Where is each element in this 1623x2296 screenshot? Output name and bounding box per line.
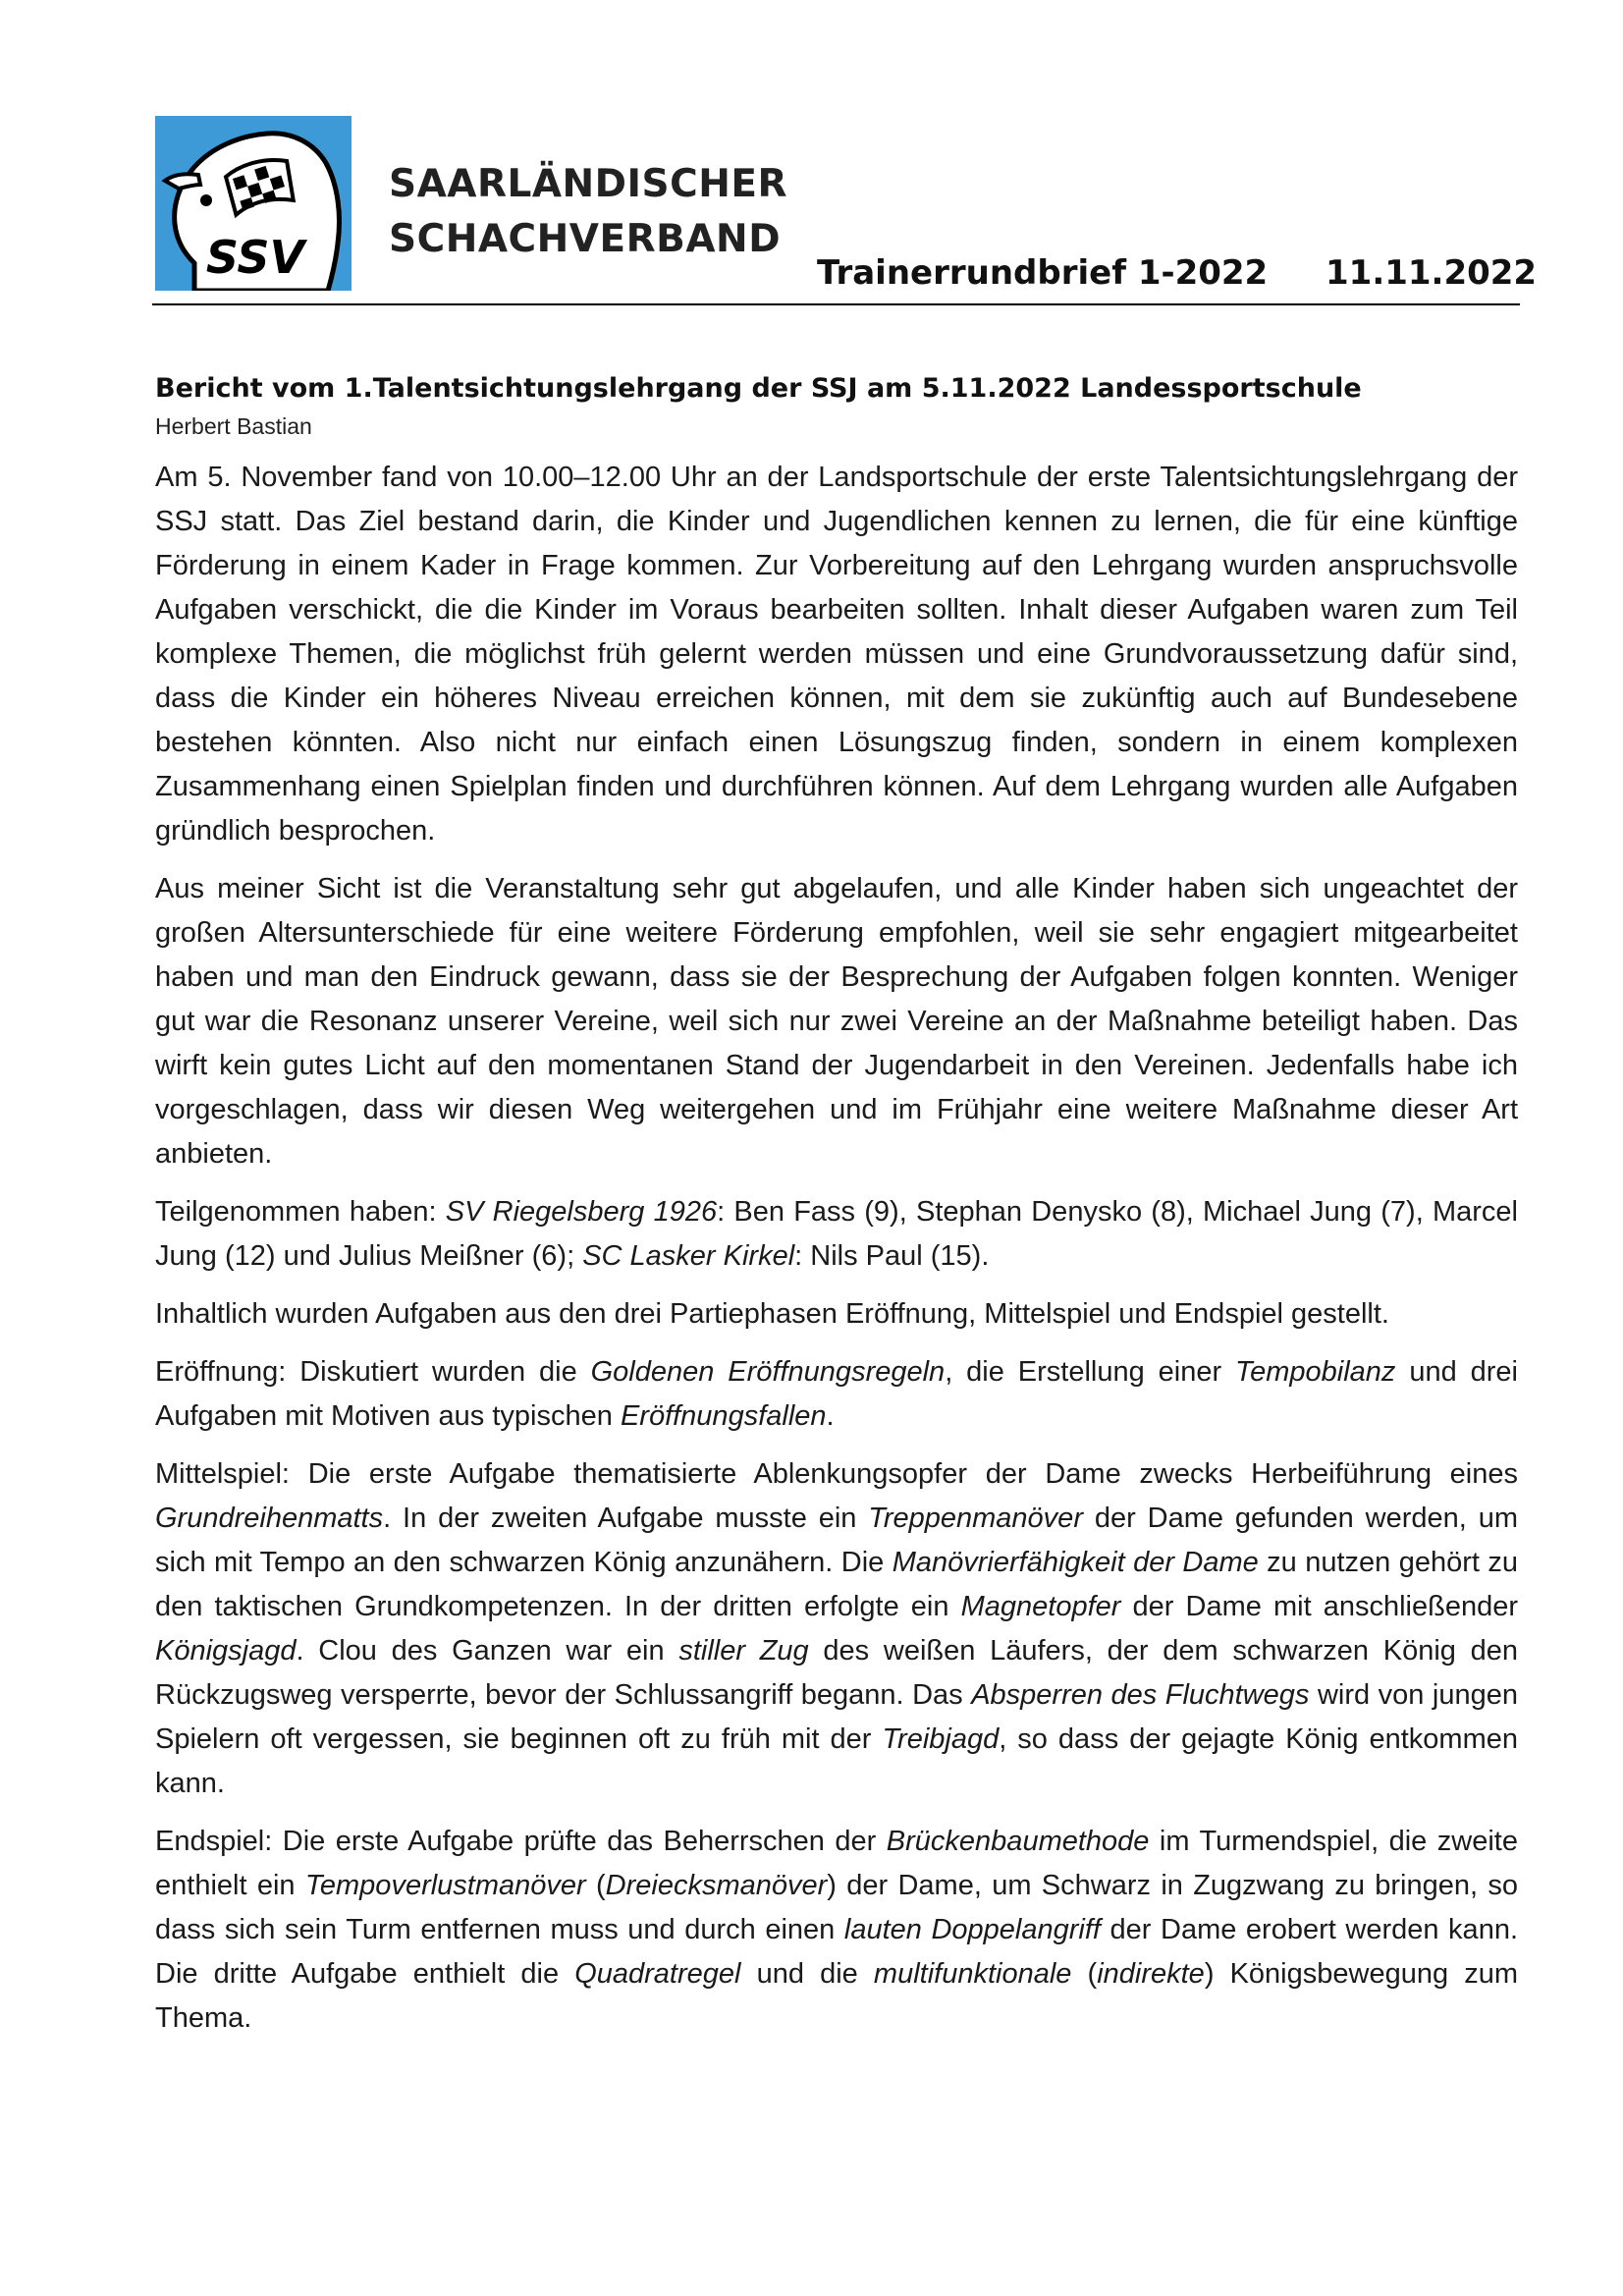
svg-text:SSV: SSV (205, 231, 305, 284)
text-run: Eröffnung: Diskutiert wurden die (155, 1356, 591, 1388)
paragraph-opening (155, 1350, 1518, 1439)
text-run: ) Königsbewegung zum Thema. (155, 1958, 1518, 2034)
paragraph-middlegame (155, 1452, 1518, 1806)
text-run: ) der Dame, um Schwarz in Zugzwang zu bringen, so dass sich sein Turm entfernen muss und durch einen (155, 1870, 1518, 1945)
text-run: . Clou des Ganzen war ein (296, 1635, 679, 1667)
article-author: Herbert Bastian (155, 413, 312, 439)
text-run: : Nils Paul (15). (794, 1240, 990, 1272)
text-run: : Ben Fass (9), Stephan Denysko (8), Michael Jung (7), Marcel Jung (12) und Julius Meißner (6); (155, 1196, 1518, 1272)
article (155, 371, 1518, 2054)
term: Goldenen Eröffnungsregeln (590, 1356, 946, 1388)
text-run: Teilgenommen haben: (155, 1196, 446, 1228)
text-run: Endspiel: Die erste Aufgabe prüfte das Beherrschen der (155, 1826, 887, 1857)
term: multifunktionale (873, 1958, 1072, 1990)
term: Quadratregel (574, 1958, 741, 1990)
organization-name-line2: SCHACHVERBAND (389, 217, 782, 261)
paragraph-intro: Am 5. November fand von 10.00–12.00 Uhr an der Landsportschule der erste Talentsichtungslehrgang der SSJ statt. Das Ziel bestand darin, die Kinder und Jugendlichen kennen zu lernen, die für eine künftige Förderung in einem Kader in Frage kommen. Zur Vorbereitung auf den Lehrgang wurden anspruchsvolle Aufgaben verschickt, die die Kinder im Voraus bearbeiten sollten. Inhalt dieser Aufgaben waren zum Teil komplexe Themen, die möglichst früh gelernt werden müssen und eine Grundvoraussetzung dafür sind, dass die Kinder ein höheres Niveau erreichen können, mit dem sie zukünftig auch auf Bundesebene bestehen könnten. Also nicht nur einfach einen Lösungszug finden, sondern in einem komplexen Zusammenhang einen Spielplan finden und durchführen können. Auf dem Lehrgang wurden alle Aufgaben gründlich besprochen. (155, 462, 1518, 847)
ssv-logo (155, 116, 352, 291)
text-run: und die (740, 1958, 874, 1990)
term: Treppenmanöver (868, 1503, 1083, 1534)
text-run: . (826, 1400, 835, 1432)
text-run: Mittelspiel: Die erste Aufgabe thematisierte Ablenkungsopfer der Dame zwecks Herbeiführung eines (155, 1458, 1518, 1490)
article-title: Bericht vom 1.Talentsichtungslehrgang der SSJ am 5.11.2022 Landessportschule (155, 373, 1362, 404)
text-run: des weißen Läufers, der dem schwarzen König den Rückzugsweg versperrte, bevor der Schlussangriff begann. Das (155, 1635, 1519, 1711)
term: Grundreihenmatts (155, 1503, 384, 1534)
paragraph-endgame (155, 1820, 1518, 2041)
text-run: , so dass der gejagte König entkommen kann. (155, 1723, 1518, 1799)
term: Eröffnungsfallen (620, 1400, 827, 1432)
term: Manövrierfähigkeit der Dame (892, 1547, 1259, 1578)
newsletter-date: 11.11.2022 (1325, 253, 1538, 293)
term: stiller Zug (678, 1635, 809, 1667)
term: Königsjagd (155, 1635, 297, 1667)
text-run: der Dame mit anschließender (1120, 1591, 1518, 1622)
text-run: ( (585, 1870, 606, 1901)
term: Dreiecksmanöver (605, 1870, 828, 1901)
term: Absperren des Fluchtwegs (971, 1679, 1310, 1711)
chess-knight-icon (155, 116, 352, 291)
organization-name-line1: SAARLÄNDISCHER (389, 162, 788, 206)
term: indirekte (1097, 1958, 1205, 1990)
text-run: . In der zweiten Aufgabe musste ein (383, 1503, 869, 1534)
club-name: SV Riegelsberg 1926 (445, 1196, 718, 1228)
term: Tempoverlustmanöver (304, 1870, 586, 1901)
text-run: zu nutzen gehört zu den taktischen Grundkompetenzen. In der dritten erfolgte ein (155, 1547, 1518, 1622)
text-run: der Dame gefunden werden, um sich mit Tempo an den schwarzen König anzunähern. Die (155, 1503, 1518, 1578)
newsletter-title: Trainerrundbrief 1-2022 (817, 253, 1269, 293)
term: Tempobilanz (1235, 1356, 1396, 1388)
text-run: der Dame erobert werden kann. Die dritte Aufgabe enthielt die (155, 1914, 1519, 1990)
paragraph-content-overview: Inhaltlich wurden Aufgaben aus den drei Partiephasen Eröffnung, Mittelspiel und Endspiel gestellt. (155, 1298, 1389, 1330)
term: Brückenbaumethode (886, 1826, 1150, 1857)
text-run: im Turmendspiel, die zweite enthielt ein (155, 1826, 1518, 1901)
paragraph-assessment: Aus meiner Sicht ist die Veranstaltung sehr gut abgelaufen, und alle Kinder haben sich ungeachtet der großen Altersunterschiede für eine weitere Förderung empfohlen, weil sie sehr engagiert mitgearbeitet haben und man den Eindruck gewann, dass sie der Besprechung der Aufgaben folgen konnten. Weniger gut war die Resonanz unserer Vereine, weil sich nur zwei Vereine an der Maßnahme beteiligt haben. Das wirft kein gutes Licht auf den momentanen Stand der Jugendarbeit in den Vereinen. Jedenfalls habe ich vorgeschlagen, dass wir diesen Weg weitergehen und im Frühjahr eine weitere Maßnahme dieser Art anbieten. (155, 873, 1518, 1170)
header-divider (152, 303, 1520, 305)
term: Magnetopfer (960, 1591, 1121, 1622)
text-run: und drei Aufgaben mit Motiven aus typischen (155, 1356, 1518, 1432)
text-run: wird von jungen Spielern oft vergessen, sie beginnen oft zu früh mit der (155, 1679, 1519, 1755)
term: lauten Doppelangriff (843, 1914, 1101, 1945)
club-name: SC Lasker Kirkel (582, 1240, 795, 1272)
term: Treibjagd (882, 1723, 1000, 1755)
text-run: ( (1071, 1958, 1098, 1990)
text-run: , die Erstellung einer (945, 1356, 1236, 1388)
organization-name (389, 157, 787, 267)
paragraph-participants (155, 1190, 1518, 1279)
